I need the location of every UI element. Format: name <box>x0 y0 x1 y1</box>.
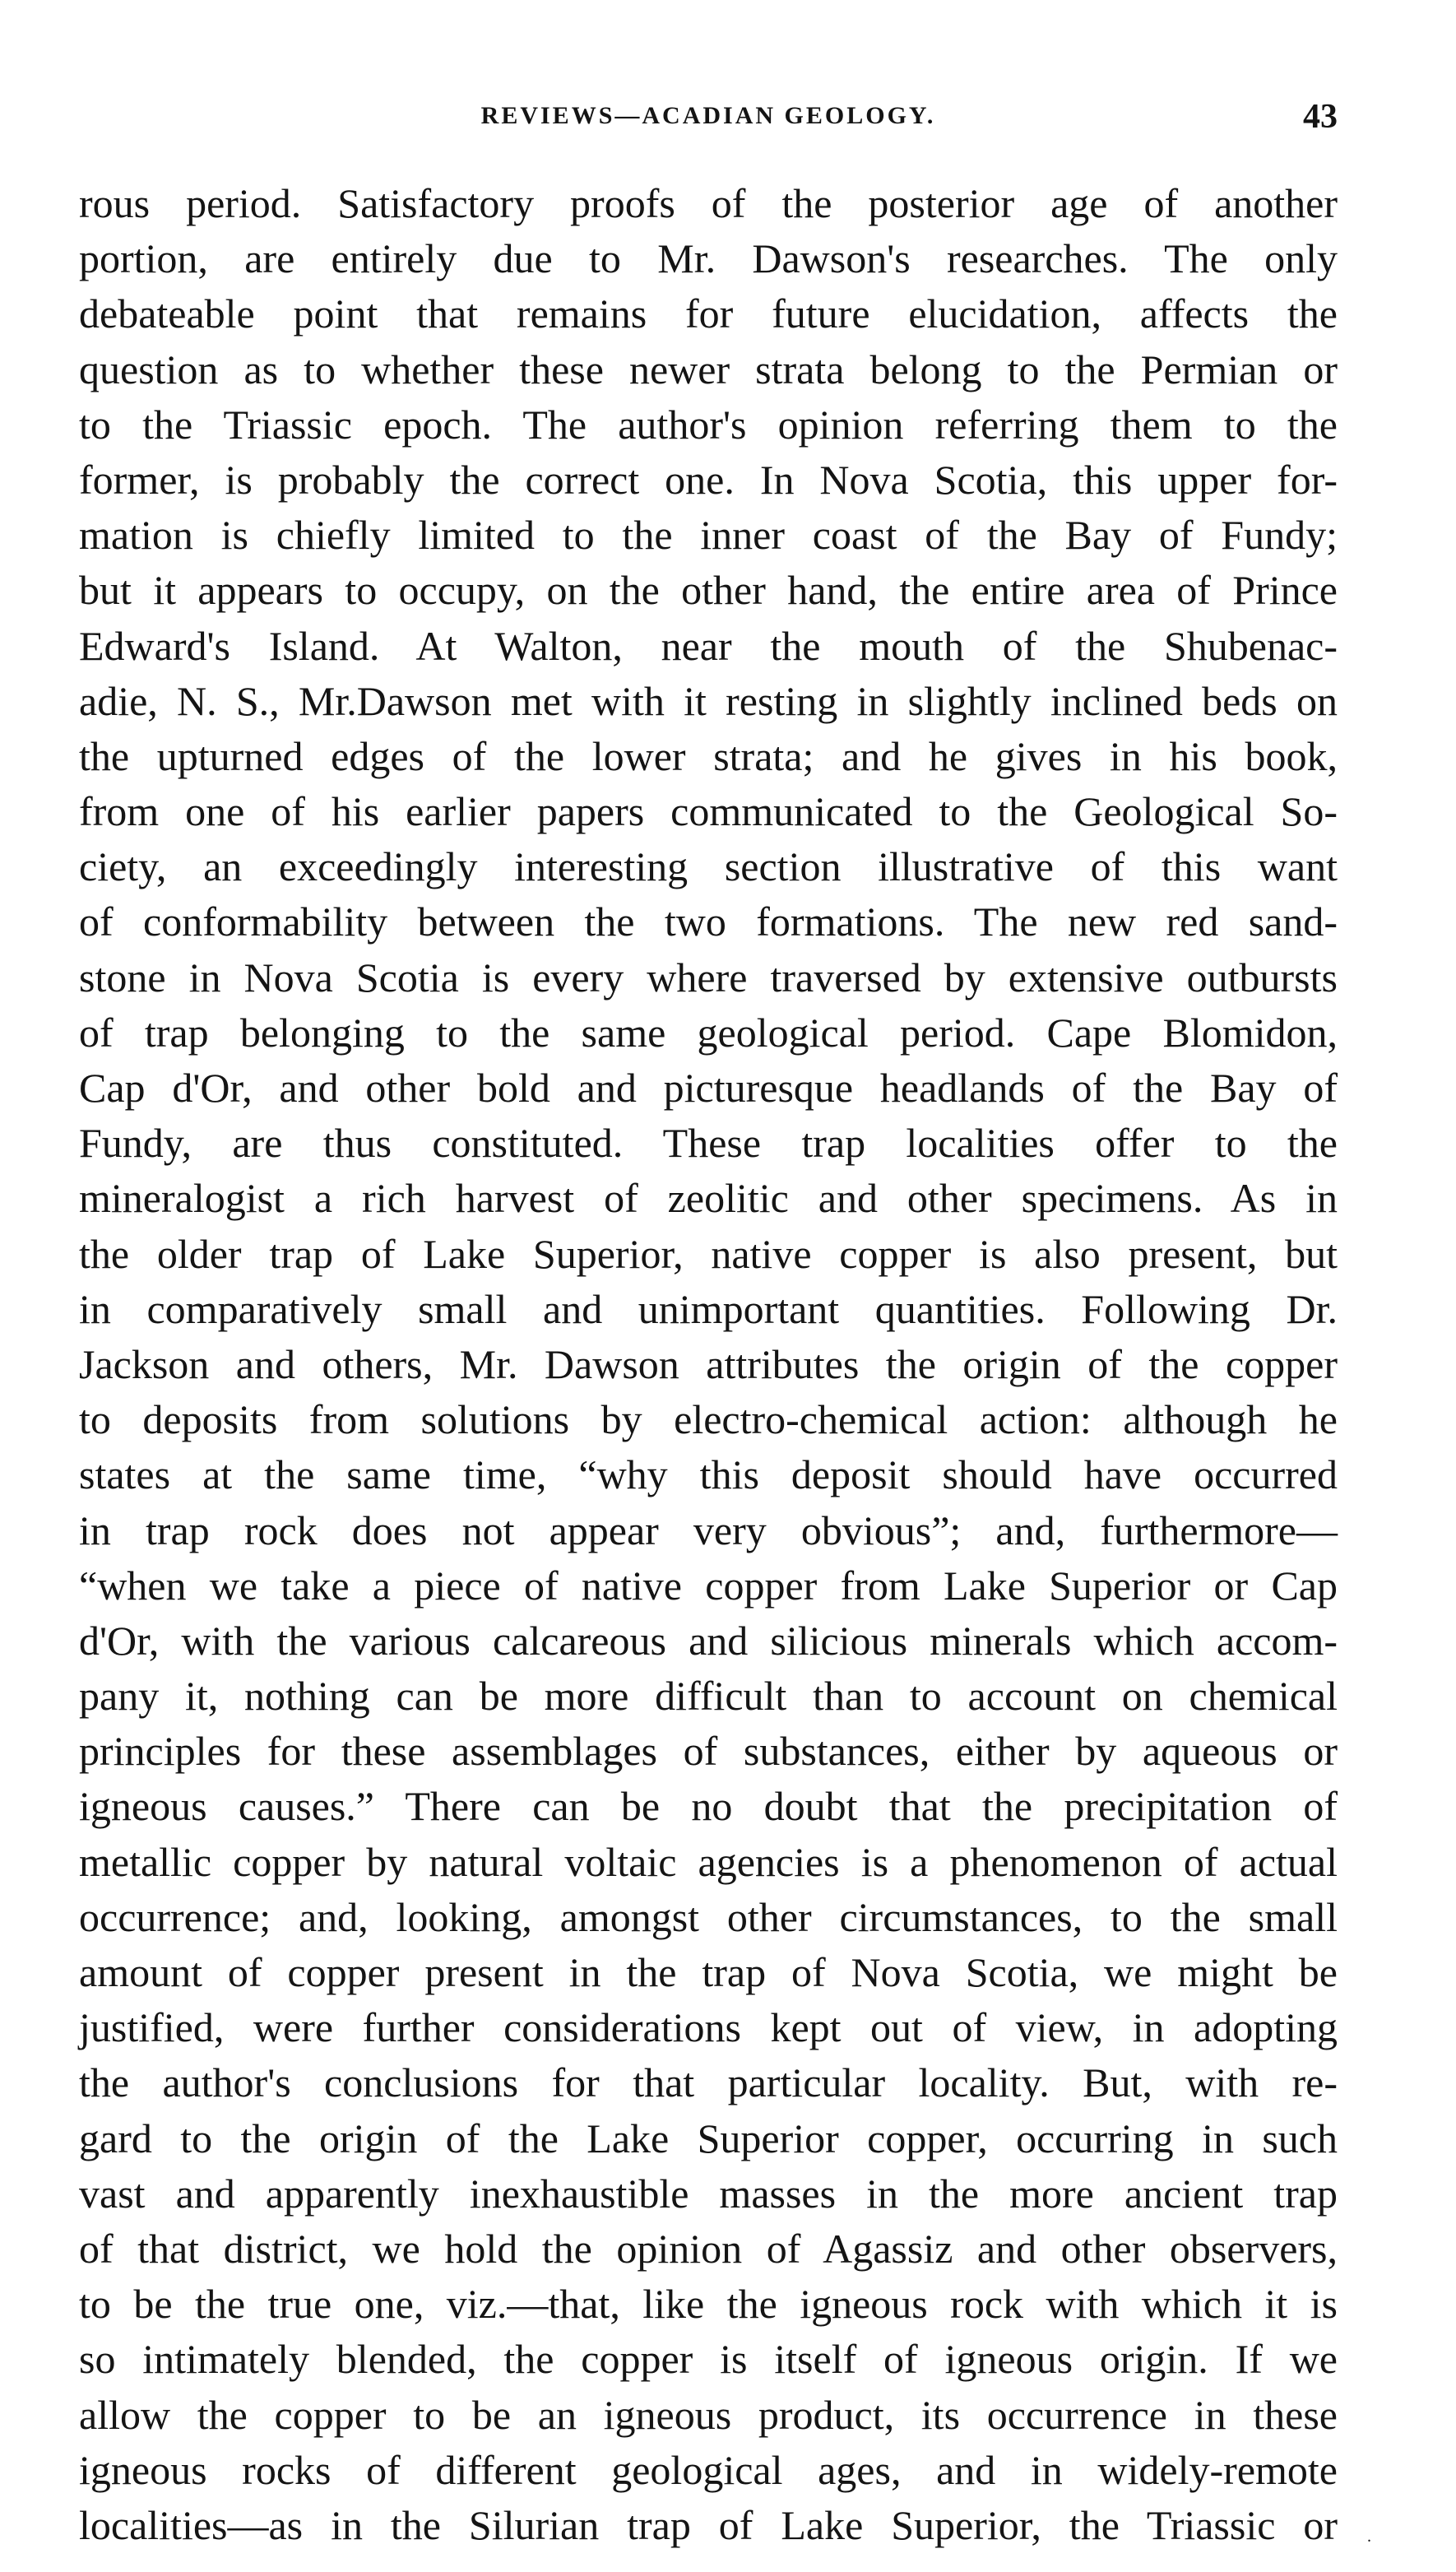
text-line: ciety, an exceedingly interesting section illustrative of this want <box>79 843 1338 890</box>
running-head <box>79 97 1338 146</box>
stray-print-mark: . <box>1367 2528 1371 2546</box>
text-line: vast and apparently inexhaustible masses in the more ancient trap <box>79 2170 1338 2217</box>
text-line: from one of his earlier papers communicated to the Geological So- <box>79 788 1338 835</box>
text-line: debateable point that remains for future elucidation, affects the <box>79 290 1338 337</box>
article-body <box>79 176 1338 2553</box>
text-line: of that district, we hold the opinion of Agassiz and other observers, <box>79 2225 1338 2272</box>
text-line: to the Triassic epoch. The author's opinion referring them to the <box>79 401 1338 448</box>
text-line: stone in Nova Scotia is every where traversed by extensive outbursts <box>79 954 1338 1000</box>
text-line: portion, are entirely due to Mr. Dawson's researches. The only <box>79 235 1338 282</box>
text-line: occurrence; and, looking, amongst other circumstances, to the small <box>79 1893 1338 1940</box>
text-line: Cap d'Or, and other bold and picturesque headlands of the Bay of <box>79 1065 1338 1111</box>
text-line: in trap rock does not appear very obvious”; and, furthermore— <box>79 1507 1338 1553</box>
running-title: REVIEWS—ACADIAN GEOLOGY. <box>480 102 936 129</box>
text-line: Fundy, are thus constituted. These trap localities offer to the <box>79 1120 1338 1167</box>
text-line: allow the copper to be an igneous product, its occurrence in these <box>79 2391 1338 2438</box>
text-line: but it appears to occupy, on the other hand, the entire area of Prince <box>79 567 1338 614</box>
text-line: metallic copper by natural voltaic agencies is a phenomenon of actual <box>79 1838 1338 1885</box>
text-line: amount of copper present in the trap of Nova Scotia, we might be <box>79 1949 1338 1995</box>
text-line: igneous causes.” There can be no doubt that the precipitation of <box>79 1783 1338 1830</box>
text-line: Edward's Island. At Walton, near the mouth of the Shubenac- <box>79 622 1338 669</box>
text-line: localities—as in the Silurian trap of Lake Superior, the Triassic or <box>79 2501 1338 2548</box>
text-line: the author's conclusions for that particular locality. But, with re- <box>79 2059 1338 2106</box>
text-line: question as to whether these newer strata belong to the Permian or <box>79 346 1338 392</box>
text-line: adie, N. S., Mr.Dawson met with it resting in slightly inclined beds on <box>79 677 1338 724</box>
text-line: to deposits from solutions by electro-chemical action: although he <box>79 1396 1338 1443</box>
text-line: to be the true one, viz.—that, like the igneous rock with which it is <box>79 2281 1338 2328</box>
text-line: in comparatively small and unimportant quantities. Following Dr. <box>79 1285 1338 1332</box>
text-line: of trap belonging to the same geological period. Cape Blomidon, <box>79 1009 1338 1056</box>
text-line: pany it, nothing can be more difficult than to account on chemical <box>79 1673 1338 1720</box>
text-line: mation is chiefly limited to the inner coast of the Bay of Fundy; <box>79 512 1338 559</box>
text-line: former, is probably the correct one. In Nova Scotia, this upper for- <box>79 456 1338 503</box>
text-line: states at the same time, “why this deposit should have occurred <box>79 1451 1338 1498</box>
text-line: gard to the origin of the Lake Superior copper, occurring in such <box>79 2115 1338 2161</box>
text-line: principles for these assemblages of substances, either by aqueous or <box>79 1728 1338 1775</box>
text-line: Jackson and others, Mr. Dawson attributes the origin of the copper <box>79 1340 1338 1387</box>
text-line: justified, were further considerations kept out of view, in adopting <box>79 2004 1338 2051</box>
page-number: 43 <box>1303 98 1338 136</box>
text-line: rous period. Satisfactory proofs of the posterior age of another <box>79 180 1338 226</box>
text-line: the older trap of Lake Superior, native copper is also present, but <box>79 1230 1338 1277</box>
text-line: d'Or, with the various calcareous and silicious minerals which accom- <box>79 1617 1338 1664</box>
text-line: mineralogist a rich harvest of zeolitic and other specimens. As in <box>79 1175 1338 1222</box>
text-line: so intimately blended, the copper is itself of igneous origin. If we <box>79 2336 1338 2383</box>
text-line: the upturned edges of the lower strata; and he gives in his book, <box>79 732 1338 779</box>
text-line: “when we take a piece of native copper from Lake Superior or Cap <box>79 1562 1338 1609</box>
text-line: of conformability between the two formations. The new red sand- <box>79 898 1338 945</box>
text-line: igneous rocks of different geological ages, and in widely-remote <box>79 2446 1338 2493</box>
